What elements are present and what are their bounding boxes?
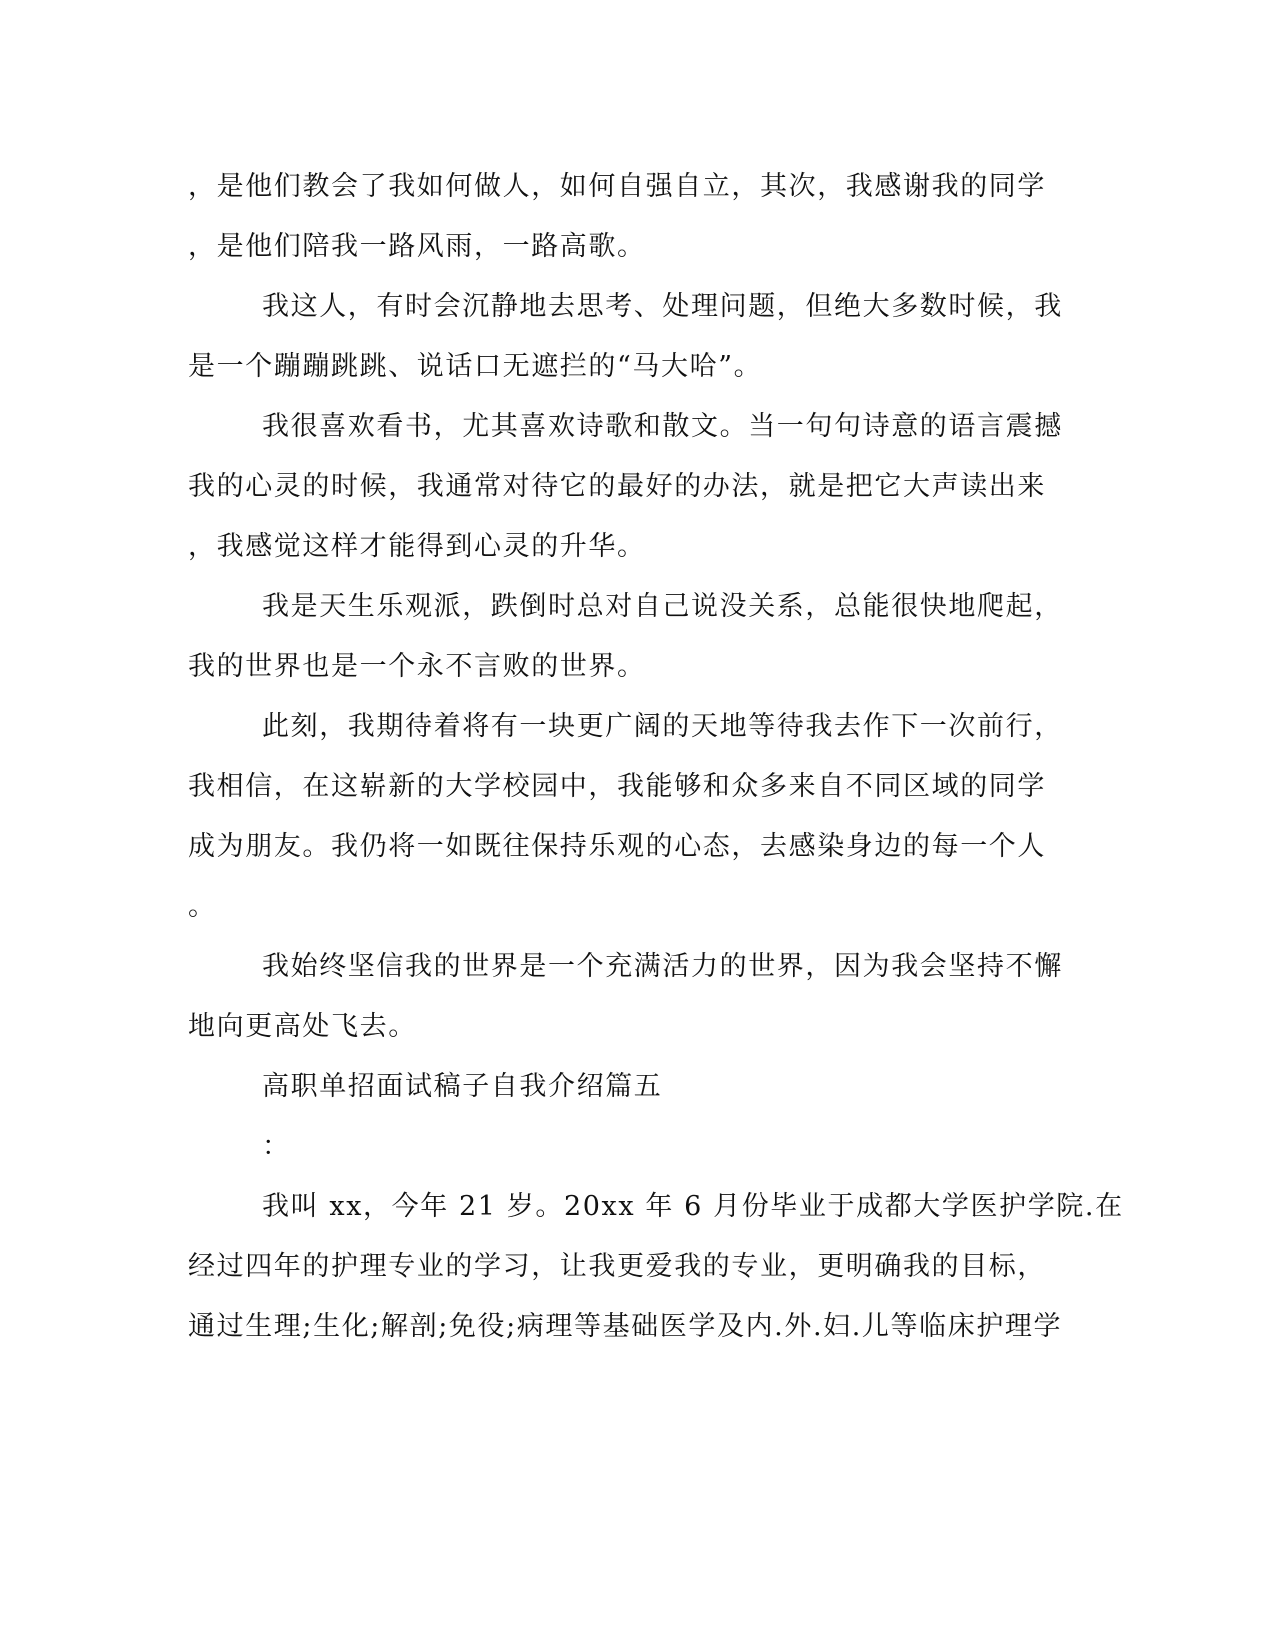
text-line: 。 — [188, 891, 217, 922]
text-line: 成为朋友。我仍将一如既往保持乐观的心态，去感染身边的每一个人 — [188, 831, 1046, 862]
text-line: 我这人，有时会沉静地去思考、处理问题，但绝大多数时候，我 — [262, 291, 1063, 322]
text-line: ，我感觉这样才能得到心灵的升华。 — [188, 531, 646, 562]
section-heading: 高职单招面试稿子自我介绍篇五 — [262, 1071, 663, 1102]
text-line: 此刻，我期待着将有一块更广阔的天地等待我去作下一次前行， — [262, 711, 1063, 742]
text-line: 我很喜欢看书，尤其喜欢诗歌和散文。当一句句诗意的语言震撼 — [262, 411, 1063, 442]
text-line: 我的世界也是一个永不言败的世界。 — [188, 651, 646, 682]
text-line: 我始终坚信我的世界是一个充满活力的世界，因为我会坚持不懈 — [262, 951, 1063, 982]
text-line: 通过生理;生化;解剖;免役;病理等基础医学及内.外.妇.儿等临床护理学 — [188, 1311, 1063, 1342]
text-line: ，是他们教会了我如何做人，如何自强自立，其次，我感谢我的同学 — [188, 171, 1046, 202]
text-line: 经过四年的护理专业的学习，让我更爱我的专业，更明确我的目标， — [188, 1251, 1046, 1282]
text-line: 我的心灵的时候，我通常对待它的最好的办法，就是把它大声读出来 — [188, 471, 1046, 502]
text-line: ： — [262, 1131, 291, 1162]
text-line: 我是天生乐观派，跌倒时总对自己说没关系，总能很快地爬起， — [262, 591, 1063, 622]
text-line: ，是他们陪我一路风雨，一路高歌。 — [188, 231, 646, 262]
text-line: 是一个蹦蹦跳跳、说话口无遮拦的“马大哈”。 — [188, 351, 763, 382]
text-line: 地向更高处飞去。 — [188, 1011, 417, 1042]
text-line: 我相信，在这崭新的大学校园中，我能够和众多来自不同区域的同学 — [188, 771, 1046, 802]
text-line: 我叫 xx，今年 21 岁。20xx 年 6 月份毕业于成都大学医护学院.在 — [262, 1191, 1124, 1222]
